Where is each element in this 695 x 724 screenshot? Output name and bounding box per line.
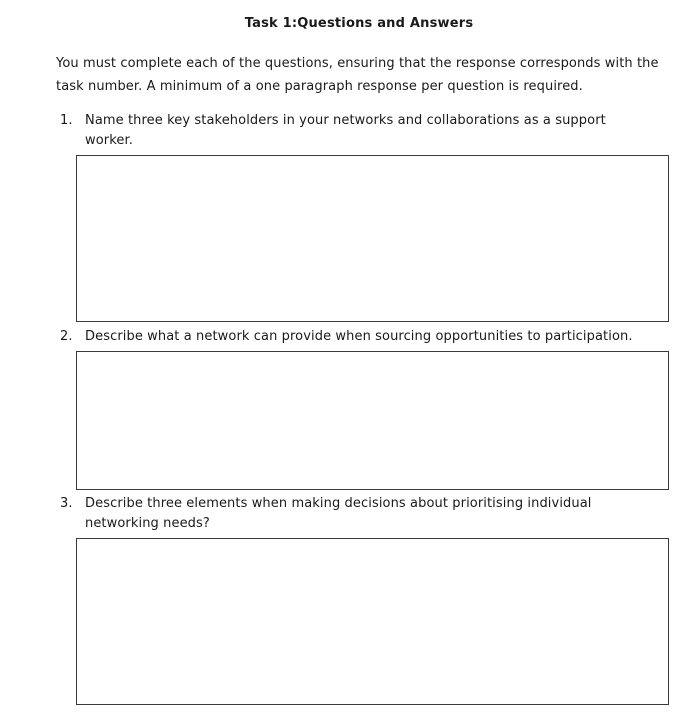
question-number: 3. — [60, 496, 73, 511]
question-number: 2. — [60, 329, 73, 344]
page-title: Task 1:Questions and Answers — [244, 16, 474, 31]
answer-box-1[interactable] — [76, 155, 669, 322]
question-text: Name three key stakeholders in your networks and collaborations as a support worker. — [85, 113, 606, 148]
instructions-paragraph: You must complete each of the questions, ensuring that the response corresponds with the task number. A minimum of a one paragraph response per question is required. — [56, 56, 659, 94]
answer-box-2[interactable] — [76, 351, 669, 490]
question-number: 1. — [60, 113, 73, 128]
question-text: Describe three elements when making decisions about prioritising individual networking needs? — [85, 496, 592, 531]
question-text: Describe what a network can provide when sourcing opportunities to participation. — [85, 329, 633, 344]
answer-box-3[interactable] — [76, 538, 669, 705]
